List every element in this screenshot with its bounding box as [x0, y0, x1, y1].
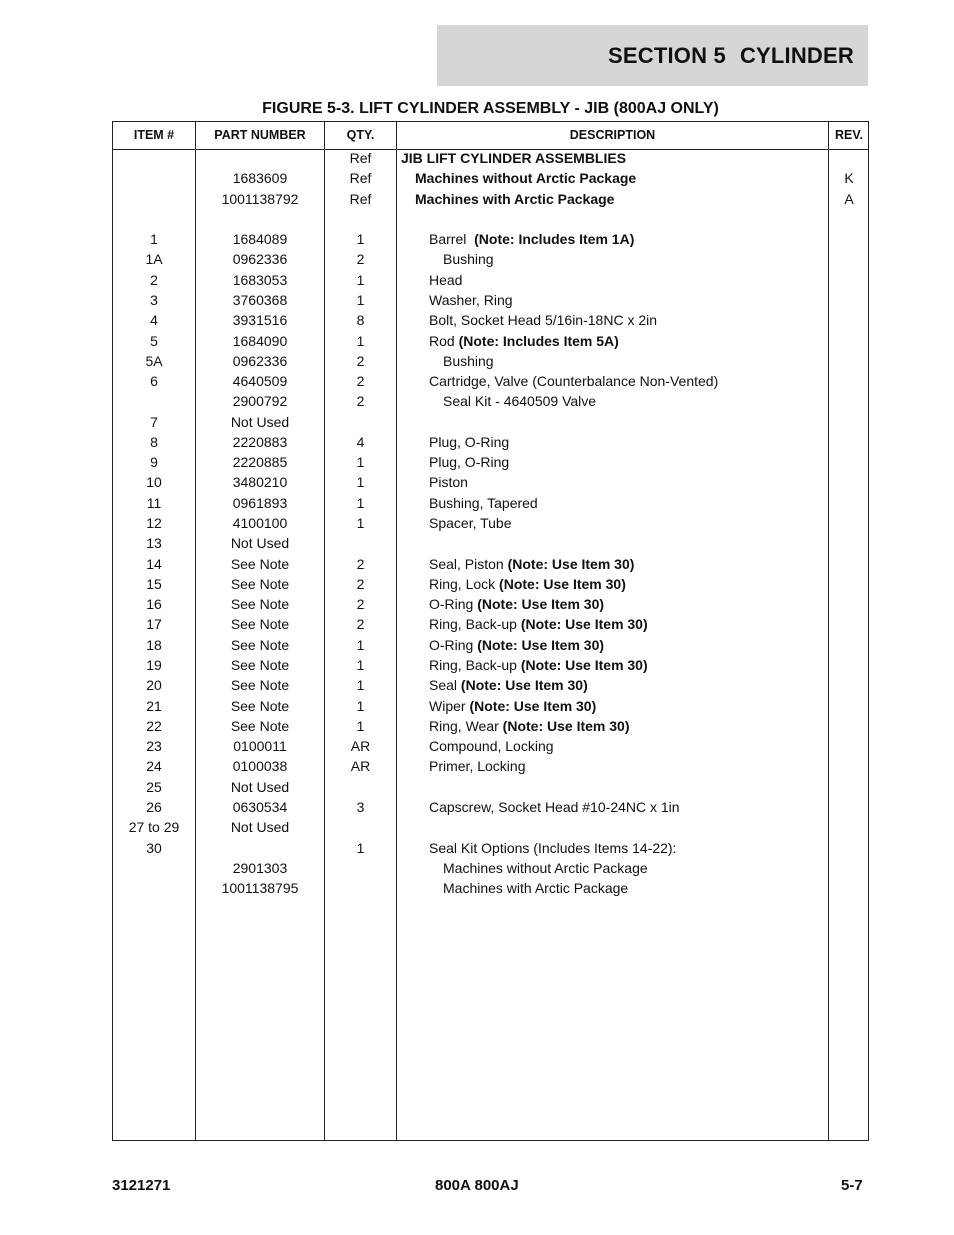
- quantity: AR: [350, 738, 371, 755]
- item-number: 1: [150, 231, 158, 248]
- description: [397, 614, 859, 634]
- description-text: Rod: [429, 332, 459, 349]
- quantity: 1: [356, 271, 365, 288]
- part-number: 2901303: [232, 859, 288, 876]
- description-text: O-Ring: [429, 596, 478, 613]
- item-number: 2: [150, 271, 158, 288]
- description-text: Seal: [429, 677, 461, 694]
- description: [397, 351, 873, 371]
- part-number: Not Used: [230, 413, 290, 430]
- revision: K: [844, 170, 854, 187]
- description-text: Plug, O-Ring: [429, 454, 510, 471]
- table-row: [113, 797, 868, 817]
- description-text: Machines with Arctic Package: [443, 880, 629, 897]
- table-row: [113, 290, 868, 310]
- part-number: See Note: [230, 636, 290, 653]
- description: [397, 797, 859, 817]
- description: [397, 168, 845, 188]
- description-text: Ring, Wear: [429, 717, 503, 734]
- item-number: 6: [150, 373, 158, 390]
- quantity: 1: [356, 332, 365, 349]
- quantity: 2: [356, 575, 365, 592]
- description: [397, 229, 859, 249]
- description: [397, 493, 859, 513]
- table-row: [113, 168, 868, 188]
- description-text: Ring, Back-up: [429, 616, 521, 633]
- item-number: 13: [146, 535, 162, 552]
- item-number: 19: [146, 657, 162, 673]
- table-row: [113, 412, 868, 432]
- item-number: 17: [146, 616, 162, 633]
- description: [397, 310, 859, 330]
- description-text: Cartridge, Valve (Counterbalance Non-Vented): [429, 373, 719, 390]
- item-number: 5: [150, 332, 158, 349]
- table-row: [113, 513, 868, 533]
- item-number: 27 to 29: [128, 819, 180, 836]
- description-text: Primer, Locking: [429, 758, 526, 775]
- item-number: 1A: [145, 251, 163, 268]
- description-text: Bushing: [443, 352, 494, 369]
- description-note: (Note: Use Item 30): [477, 636, 605, 653]
- description-text: Bushing: [443, 251, 494, 268]
- description: [397, 290, 859, 310]
- description-text: Seal Kit - 4640509 Valve: [443, 393, 597, 410]
- part-number: 2220883: [232, 433, 288, 450]
- figure-title: FIGURE 5-3. LIFT CYLINDER ASSEMBLY - JIB (800AJ ONLY): [262, 100, 719, 117]
- part-number: See Note: [230, 575, 290, 592]
- quantity: 1: [356, 697, 365, 714]
- description: [397, 838, 859, 858]
- part-number: Not Used: [230, 535, 290, 552]
- description-text: Plug, O-Ring: [429, 433, 510, 450]
- section-header: [437, 25, 868, 86]
- table-row: [113, 696, 868, 716]
- description-note: (Note: Use Item 30): [507, 555, 635, 572]
- description-note: (Note: Use Item 30): [520, 657, 648, 673]
- description-text: Bolt, Socket Head 5/16in-18NC x 2in: [429, 312, 658, 329]
- part-number: 0100038: [232, 758, 288, 775]
- quantity: 1: [356, 454, 365, 471]
- quantity: 2: [356, 251, 365, 268]
- part-number: Not Used: [230, 819, 290, 836]
- description: [397, 655, 859, 675]
- section-number: SECTION 5: [608, 42, 726, 68]
- item-number: 14: [146, 555, 162, 572]
- table-row: [113, 878, 868, 898]
- table-row: [113, 756, 868, 776]
- item-number: 5A: [145, 352, 163, 369]
- description: [397, 513, 859, 533]
- quantity: 1: [356, 677, 365, 694]
- part-number: 1684089: [232, 231, 288, 248]
- column-header-rev: REV.: [834, 128, 864, 142]
- table-row: [113, 432, 868, 452]
- description-text: Spacer, Tube: [429, 515, 512, 532]
- quantity: 8: [356, 312, 365, 329]
- part-number: 1001138792: [221, 190, 299, 207]
- table-row: [113, 331, 868, 351]
- quantity: 1: [356, 515, 365, 532]
- column-header-part-number: PART NUMBER: [214, 128, 306, 142]
- part-number: See Note: [230, 697, 290, 714]
- description: [397, 331, 859, 351]
- description: [397, 574, 859, 594]
- part-number: 1684090: [232, 332, 288, 349]
- part-number: 1683609: [232, 170, 288, 187]
- description: [397, 858, 873, 878]
- item-number: 22: [146, 717, 162, 734]
- quantity: 1: [356, 717, 365, 734]
- description: [397, 878, 873, 898]
- table-row: [113, 229, 868, 249]
- table-row: [113, 452, 868, 472]
- description-text: Seal, Piston: [429, 555, 508, 572]
- description-text: O-Ring: [429, 636, 478, 653]
- table-row: [113, 249, 868, 269]
- table-row: [113, 310, 868, 330]
- revision: A: [844, 190, 854, 207]
- quantity: 1: [356, 291, 365, 308]
- table-row: [113, 351, 868, 371]
- item-number: 16: [146, 596, 162, 613]
- table-row: [113, 635, 868, 655]
- part-number: 3760368: [232, 291, 288, 308]
- description-note: (Note: Use Item 30): [477, 596, 605, 613]
- item-number: 23: [146, 738, 162, 755]
- table-row: [113, 574, 868, 594]
- part-number: See Note: [230, 555, 290, 572]
- description-text: Ring, Back-up: [429, 657, 521, 673]
- table-row: [113, 614, 868, 634]
- description: [397, 371, 859, 391]
- column-header-description: DESCRIPTION: [569, 128, 656, 142]
- page-number: 5-7: [841, 1177, 863, 1194]
- quantity: Ref: [349, 190, 372, 207]
- part-number: See Note: [230, 677, 290, 694]
- table-row: [113, 493, 868, 513]
- description-text: Machines without Arctic Package: [443, 859, 648, 876]
- quantity: 2: [356, 616, 365, 633]
- part-number: 2900792: [232, 393, 288, 410]
- part-number: See Note: [230, 657, 290, 673]
- description-text: Seal Kit Options (Includes Items 14-22):: [429, 839, 677, 856]
- table-row: [113, 554, 868, 574]
- item-number: 26: [146, 798, 162, 815]
- column-header-qty: QTY.: [346, 128, 375, 142]
- description-text: Barrel: [429, 231, 475, 248]
- table-row: [113, 675, 868, 695]
- description: [397, 756, 859, 776]
- quantity: 2: [356, 352, 365, 369]
- part-number: 2220885: [232, 454, 288, 471]
- description-text: Compound, Locking: [429, 738, 554, 755]
- part-number: See Note: [230, 616, 290, 633]
- quantity: Ref: [349, 170, 372, 187]
- part-number: 0961893: [232, 494, 288, 511]
- description: [397, 391, 873, 411]
- table-row: [113, 777, 868, 797]
- quantity: 1: [356, 839, 365, 856]
- item-number: 18: [146, 636, 162, 653]
- item-number: 4: [150, 312, 158, 329]
- description-note: (Note: Includes Item 1A): [474, 231, 635, 248]
- item-number: 15: [146, 575, 162, 592]
- description-note: (Note: Includes Item 5A): [458, 332, 619, 349]
- quantity: 3: [356, 798, 365, 815]
- quantity: 1: [356, 474, 365, 491]
- description-note: (Note: Use Item 30): [502, 717, 630, 734]
- quantity: 1: [356, 657, 365, 673]
- quantity: 4: [356, 433, 365, 450]
- description-note: JIB LIFT CYLINDER ASSEMBLIES: [401, 150, 627, 166]
- table-row: [113, 371, 868, 391]
- description: [397, 716, 859, 736]
- table-row: [113, 533, 868, 553]
- description-note: (Note: Use Item 30): [469, 697, 597, 714]
- part-number: 0100011: [233, 738, 287, 755]
- description: [397, 472, 859, 492]
- item-number: 3: [150, 291, 158, 308]
- table-row: [113, 655, 868, 675]
- description: [397, 635, 859, 655]
- quantity: 2: [356, 373, 365, 390]
- description: [397, 148, 831, 168]
- description: [397, 189, 845, 209]
- part-number: 4640509: [232, 373, 288, 390]
- description: [397, 696, 859, 716]
- table-row: [113, 594, 868, 614]
- description-text: Piston: [429, 474, 468, 491]
- description-note: Machines with Arctic Package: [415, 190, 615, 207]
- part-number: See Note: [230, 717, 290, 734]
- item-number: 25: [146, 778, 162, 795]
- quantity: 1: [356, 636, 365, 653]
- table-row: [113, 189, 868, 209]
- description-text: Washer, Ring: [429, 291, 513, 308]
- item-number: 30: [146, 839, 162, 856]
- description: [397, 249, 873, 269]
- quantity: AR: [350, 758, 371, 775]
- description-text: Head: [429, 271, 463, 288]
- quantity: 1: [356, 494, 365, 511]
- item-number: 7: [150, 413, 158, 430]
- description-note: (Note: Use Item 30): [460, 677, 588, 694]
- table-row: [113, 391, 868, 411]
- description-text: Ring, Lock: [429, 575, 500, 592]
- part-number: 1001138795: [221, 880, 299, 897]
- description: [397, 736, 859, 756]
- part-number: 1683053: [232, 271, 288, 288]
- description-text: Capscrew, Socket Head #10-24NC x 1in: [429, 798, 680, 815]
- description: [397, 452, 859, 472]
- item-number: 11: [146, 494, 162, 511]
- part-number: 3931516: [232, 312, 288, 329]
- quantity: 2: [356, 596, 365, 613]
- quantity: Ref: [349, 150, 372, 166]
- item-number: 12: [146, 515, 162, 532]
- quantity: 2: [356, 393, 365, 410]
- table-row: [113, 270, 868, 290]
- column-header-item: ITEM #: [133, 128, 175, 142]
- description-note: (Note: Use Item 30): [520, 616, 648, 633]
- description: [397, 554, 859, 574]
- quantity: 2: [356, 555, 365, 572]
- item-number: 8: [150, 433, 158, 450]
- item-number: 20: [146, 677, 162, 694]
- description-note: (Note: Use Item 30): [499, 575, 626, 592]
- description: [397, 432, 859, 452]
- part-number: See Note: [230, 596, 290, 613]
- part-number: 0962336: [232, 251, 288, 268]
- part-number: 0962336: [232, 352, 288, 369]
- description: [397, 270, 859, 290]
- table-row: [113, 736, 868, 756]
- model-numbers: 800A 800AJ: [435, 1177, 519, 1194]
- part-number: 0630534: [232, 798, 288, 815]
- description-note: Machines without Arctic Package: [415, 170, 637, 187]
- section-name: CYLINDER: [739, 42, 854, 68]
- description: [397, 675, 859, 695]
- part-number: 4100100: [232, 515, 288, 532]
- table-row: [113, 817, 868, 837]
- table-row: [113, 858, 868, 878]
- table-row: [113, 148, 868, 168]
- part-number: 3480210: [232, 474, 288, 491]
- description-text: Wiper: [429, 697, 470, 714]
- parts-table: [112, 121, 869, 1141]
- item-number: 21: [146, 697, 162, 714]
- quantity: 1: [356, 231, 365, 248]
- item-number: 10: [146, 474, 162, 491]
- table-row: [113, 472, 868, 492]
- part-number: Not Used: [230, 778, 290, 795]
- table-row: [113, 838, 868, 858]
- doc-number: 3121271: [112, 1177, 171, 1194]
- table-row: [113, 716, 868, 736]
- description: [397, 594, 859, 614]
- description-text: Bushing, Tapered: [429, 494, 538, 511]
- item-number: 24: [146, 758, 162, 775]
- item-number: 9: [150, 454, 158, 471]
